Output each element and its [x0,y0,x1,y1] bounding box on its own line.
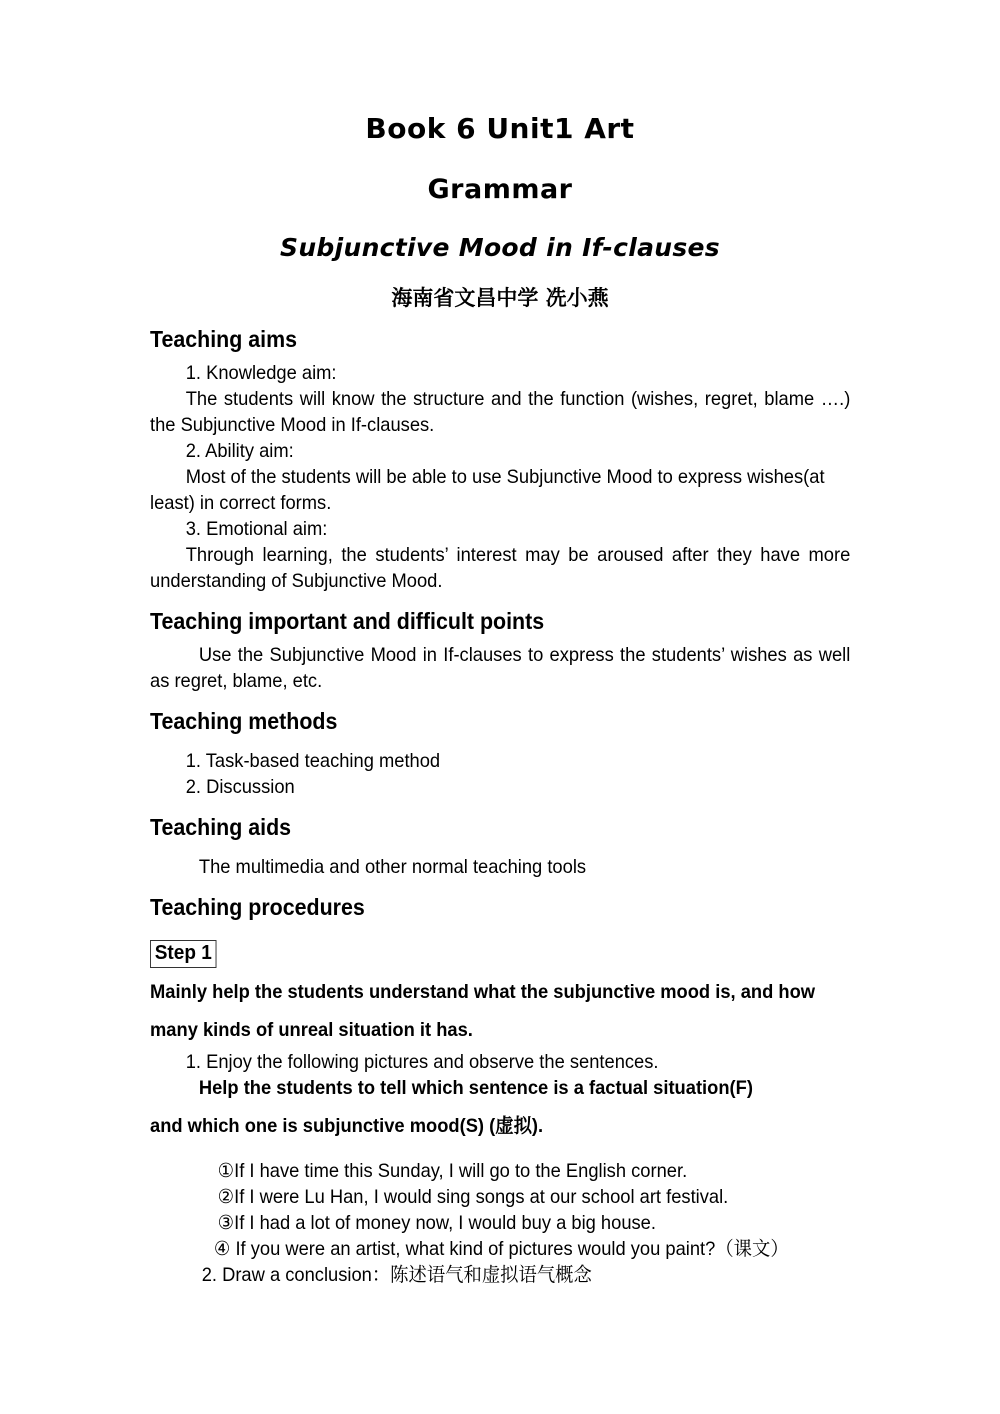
example-sentence-1: ①If I have time this Sunday, I will go to the English corner. [217,1160,688,1182]
section-heading-important-points: Teaching important and difficult points [150,608,545,634]
example-sentence-3: ③If I had a lot of money now, I would buy a big house. [217,1212,656,1234]
teaching-method-item-1: 1. Task-based teaching method [185,750,441,772]
aim-body-knowledge: The students will know the structure and the function (wishes, regret, blame ….) the Subjunctive Mood in If-clauses. [150,388,851,436]
teaching-method-item-2: 2. Discussion [185,776,295,798]
section-heading-teaching-procedures: Teaching procedures [150,894,365,920]
important-points-body: Use the Subjunctive Mood in If-clauses to express the students’ wishes as well as regret, blame, etc. [150,644,851,692]
step-1-badge: Step 1 [150,940,217,968]
step-1-task-1: 1. Enjoy the following pictures and observe the sentences. [185,1051,659,1073]
document-title-subtitle: Grammar [427,174,573,205]
aim-label-emotional: 3. Emotional aim: [185,518,328,540]
aim-body-ability: Most of the students will be able to use Subjunctive Mood to express wishes(at least) in correct forms. [150,466,825,514]
spacer [150,1101,850,1113]
example-sentence-2: ②If I were Lu Han, I would sing songs at our school art festival. [217,1186,729,1208]
example-sentence-4: ④ If you were an artist, what kind of pictures would you paint?（课文） [213,1238,789,1260]
section-heading-teaching-aims: Teaching aims [150,326,298,352]
document-title-main: Book 6 Unit1 Art [365,112,635,145]
step-1-task-1-instruction-a: Help the students to tell which sentence is a factual situation(F) [198,1077,753,1099]
aim-label-knowledge: 1. Knowledge aim: [185,362,337,384]
section-heading-teaching-methods: Teaching methods [150,708,338,734]
step-1-task-2: 2. Draw a conclusion：陈述语气和虚拟语气概念 [201,1264,592,1286]
document-title-topic: Subjunctive Mood in If-clauses [280,233,720,262]
author-line: 海南省文昌中学 冼小燕 [391,286,609,310]
document-content [150,0,850,1288]
spacer [150,1139,850,1158]
section-heading-teaching-aids: Teaching aids [150,814,292,840]
step-1-intro: Mainly help the students understand what the subjunctive mood is, and how many kinds of unreal situation it has. [150,981,816,1041]
teaching-aids-body: The multimedia and other normal teaching tools [198,856,587,878]
aim-body-emotional: Through learning, the students’ interest may be aroused after they have more understanding of Subjunctive Mood. [150,544,851,592]
title-block [150,0,850,312]
step-badge-row [150,940,850,968]
aim-label-ability: 2. Ability aim: [185,440,294,462]
step-1-task-1-instruction-b: and which one is subjunctive mood(S) (虚拟). [150,1115,544,1137]
